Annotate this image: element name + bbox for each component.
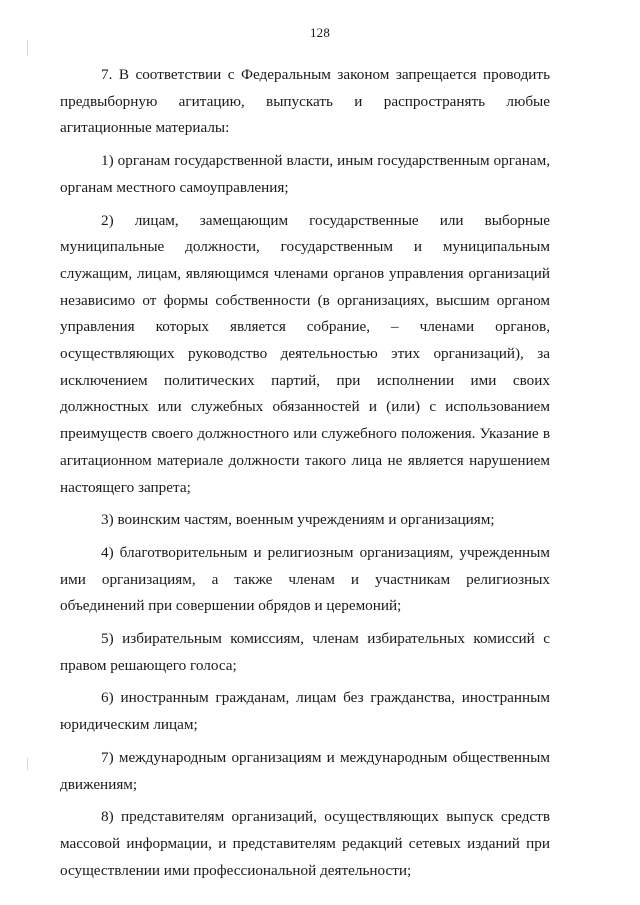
- scan-artifact-mark: [27, 758, 28, 770]
- scan-artifact-mark: [27, 40, 28, 56]
- paragraph-subitem-4: 4) благотворительным и религиозным организациям, учрежденным ими организациям, а также членам и участникам религиозных объединений при совершении обрядов и церемоний;: [60, 543, 550, 615]
- paragraph-subitem-8: 8) представителям организаций, осуществляющих выпуск средств массовой информации, и представителям редакций сетевых изданий при осуществлении ими профессиональной деятельности;: [60, 808, 550, 879]
- paragraph-item-7: 7. В соответствии с Федеральным законом запрещается проводить предвыборную агитацию, выпускать и распространять любые агитационные материалы:: [60, 66, 550, 137]
- paragraph-subitem-1: 1) органам государственной власти, иным государственным органам, органам местного самоуправления;: [60, 152, 550, 196]
- document-body: [60, 62, 550, 890]
- page-number: 128: [309, 25, 331, 40]
- paragraph-subitem-2: 2) лицам, замещающим государственные или выборные муниципальные должности, государственным и муниципальным служащим, лицам, являющимся членами органов управления организаций независимо от формы собственности (в организациях, высшим органом управления которых является собрание, – членами органов, осуществляющих руководство деятельностью этих организаций), за исключением политических партий, при исполнении ими своих должностных или служебных обязанностей и (или) с использованием преимуществ своего должностного или служебного положения. Указание в агитационном материале должности такого лица не является нарушением настоящего запрета;: [60, 211, 550, 496]
- paragraph-subitem-6: 6) иностранным гражданам, лицам без гражданства, иностранным юридическим лицам;: [60, 689, 550, 734]
- paragraph-subitem-7: 7) международным организациям и международным общественным движениям;: [60, 748, 550, 793]
- paragraph-subitem-3: 3) воинским частям, военным учреждениям и организациям;: [101, 511, 495, 529]
- paragraph-subitem-5: 5) избирательным комиссиям, членам избирательных комиссий с правом решающего голоса;: [60, 630, 550, 674]
